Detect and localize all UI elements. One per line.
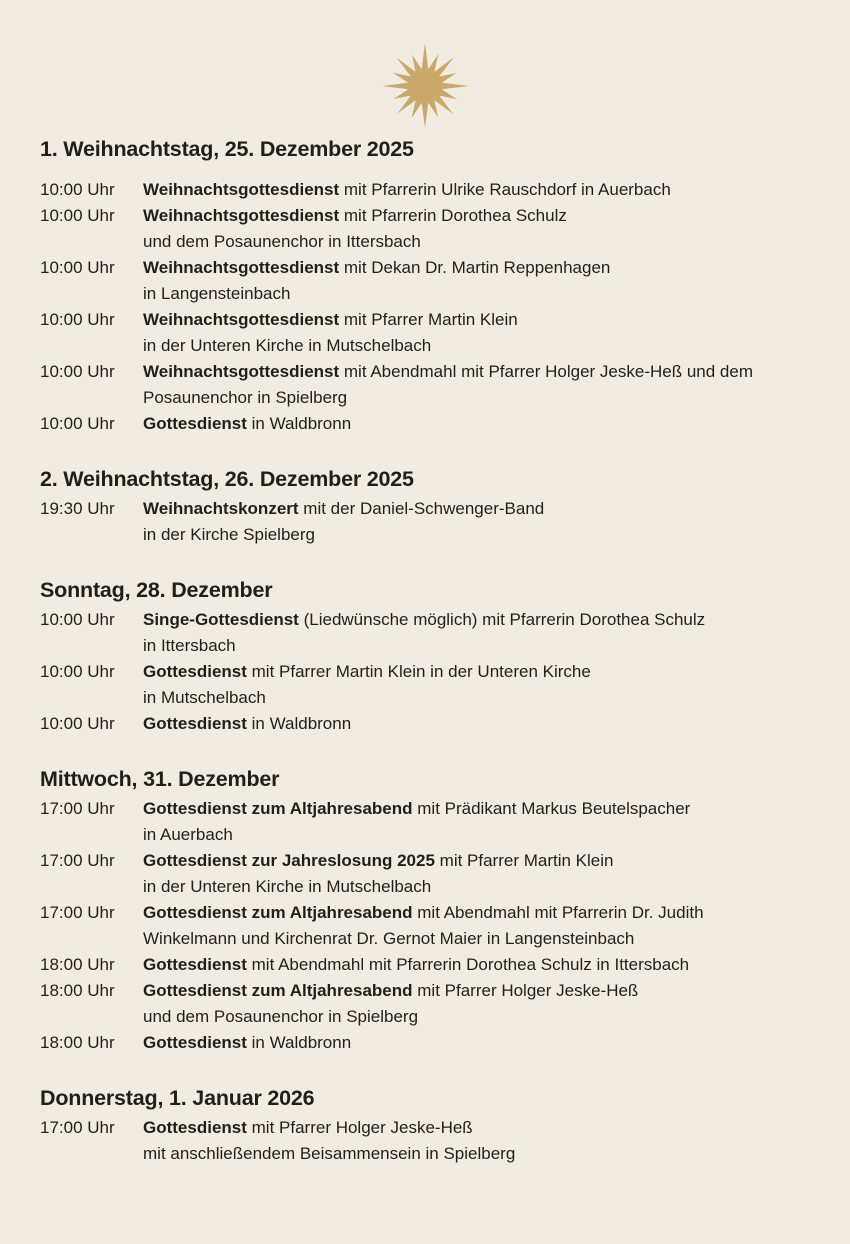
event-title: Gottesdienst [143,955,247,974]
event-title: Weihnachtsgottesdienst [143,206,340,225]
event-details: mit Abendmahl mit Pfarrer Holger Jeske-Heß und dem [343,362,753,381]
event-row [40,978,810,1030]
event-details: in Waldbronn [251,1033,352,1052]
event-row [40,900,810,952]
event-row [40,848,810,900]
event-details-cont: in der Kirche Spielberg [143,525,315,544]
event-line [143,203,810,229]
event-line [143,796,810,822]
event-time: 17:00 Uhr [40,1118,115,1137]
event-description [143,359,810,411]
event-details-cont: in der Unteren Kirche in Mutschelbach [143,877,432,896]
event-title: Gottesdienst [143,662,247,681]
event-time: 10:00 Uhr [40,414,115,433]
section-heading: Mittwoch, 31. Dezember [40,767,280,791]
event-details: mit Pfarrer Holger Jeske-Heß [251,1118,473,1137]
event-description [143,848,810,900]
event-details-cont: und dem Posaunenchor in Spielberg [143,1007,419,1026]
event-line [143,496,810,522]
schedule-page [0,42,850,1244]
event-title: Weihnachtsgottesdienst [143,258,340,277]
event-title: Gottesdienst [143,1118,247,1137]
event-time: 17:00 Uhr [40,851,115,870]
event-time: 10:00 Uhr [40,662,115,681]
event-line [143,411,810,437]
event-line [143,255,810,281]
section-28-dezember [40,577,810,737]
event-title: Gottesdienst [143,414,247,433]
event-title: Gottesdienst zum Altjahresabend [143,981,413,1000]
event-details: mit Pfarrer Martin Klein in der Unteren Kirche [251,662,591,681]
event-time: 10:00 Uhr [40,258,115,277]
event-details: in Waldbronn [251,414,352,433]
event-description [143,411,810,437]
event-line [143,978,810,1004]
event-details: mit Dekan Dr. Martin Reppenhagen [343,258,611,277]
event-description [143,496,810,548]
event-time: 18:00 Uhr [40,981,115,1000]
event-line [143,359,810,385]
sunburst-star-shape [382,43,469,128]
event-line [143,848,810,874]
event-details: mit Pfarrer Martin Klein [439,851,614,870]
section-26-dezember [40,466,810,548]
event-row [40,952,810,978]
event-row [40,796,810,848]
event-row [40,359,810,411]
event-title: Gottesdienst [143,1033,247,1052]
event-title: Gottesdienst zum Altjahresabend [143,799,413,818]
event-title: Gottesdienst zur Jahreslosung 2025 [143,851,435,870]
event-details-cont: in Ittersbach [143,636,236,655]
event-description [143,796,810,848]
event-title: Gottesdienst [143,714,247,733]
event-row [40,177,810,203]
event-description [143,177,810,203]
event-row [40,496,810,548]
event-row [40,307,810,359]
event-row [40,203,810,255]
event-time: 10:00 Uhr [40,610,115,629]
event-line [143,307,810,333]
event-details: mit Abendmahl mit Pfarrerin Dorothea Schulz in Ittersbach [251,955,690,974]
event-description [143,952,810,978]
event-time: 18:00 Uhr [40,955,115,974]
event-line [143,177,810,203]
event-line [143,659,810,685]
event-details-cont: in Langensteinbach [143,284,291,303]
event-details: mit Pfarrerin Dorothea Schulz [343,206,567,225]
section-heading: Sonntag, 28. Dezember [40,578,273,602]
event-details: mit Abendmahl mit Pfarrerin Dr. Judith [417,903,704,922]
event-description [143,307,810,359]
event-description [143,1030,810,1056]
event-time: 10:00 Uhr [40,180,115,199]
event-details-cont: Winkelmann und Kirchenrat Dr. Gernot Maier in Langensteinbach [143,929,635,948]
event-details-cont: in der Unteren Kirche in Mutschelbach [143,336,432,355]
event-row [40,1030,810,1056]
event-title: Weihnachtsgottesdienst [143,310,340,329]
event-time: 10:00 Uhr [40,362,115,381]
event-details-cont: in Auerbach [143,825,233,844]
event-row [40,659,810,711]
section-25-dezember [40,136,810,437]
event-details-cont: Posaunenchor in Spielberg [143,388,348,407]
event-time: 17:00 Uhr [40,903,115,922]
event-time: 19:30 Uhr [40,499,115,518]
event-description [143,659,810,711]
event-row [40,411,810,437]
event-description [143,1115,810,1167]
event-line [143,1115,810,1141]
event-description [143,255,810,307]
section-heading: 1. Weihnachtstag, 25. Dezember 2025 [40,137,414,161]
event-line [143,952,810,978]
event-details: mit Prädikant Markus Beutelspacher [417,799,691,818]
event-details: mit Pfarrer Holger Jeske-Heß [417,981,639,1000]
event-details: mit Pfarrerin Ulrike Rauschdorf in Auerbach [343,180,671,199]
event-details-cont: und dem Posaunenchor in Ittersbach [143,232,421,251]
section-heading: Donnerstag, 1. Januar 2026 [40,1086,315,1110]
event-details: in Waldbronn [251,714,352,733]
event-description [143,978,810,1030]
section-heading: 2. Weihnachtstag, 26. Dezember 2025 [40,467,414,491]
event-description [143,203,810,255]
event-time: 10:00 Uhr [40,714,115,733]
event-details-cont: in Mutschelbach [143,688,266,707]
event-line [143,711,810,737]
event-row [40,711,810,737]
event-row [40,255,810,307]
event-details: mit Pfarrer Martin Klein [343,310,518,329]
event-time: 18:00 Uhr [40,1033,115,1052]
sunburst-star-icon [379,42,471,130]
event-title: Weihnachtsgottesdienst [143,362,340,381]
event-time: 17:00 Uhr [40,799,115,818]
event-row [40,607,810,659]
event-time: 10:00 Uhr [40,310,115,329]
event-title: Weihnachtsgottesdienst [143,180,340,199]
event-title: Weihnachtskonzert [143,499,299,518]
event-time: 10:00 Uhr [40,206,115,225]
event-details: (Liedwünsche möglich) mit Pfarrerin Dorothea Schulz [303,610,706,629]
section-31-dezember [40,766,810,1056]
event-line [143,1030,810,1056]
event-line [143,607,810,633]
event-line [143,900,810,926]
event-details-cont: mit anschließendem Beisammensein in Spielberg [143,1144,516,1163]
event-title: Gottesdienst zum Altjahresabend [143,903,413,922]
event-description [143,711,810,737]
event-row [40,1115,810,1167]
event-title: Singe-Gottesdienst [143,610,299,629]
section-1-januar [40,1085,810,1167]
event-details: mit der Daniel-Schwenger-Band [303,499,545,518]
event-description [143,607,810,659]
event-description [143,900,810,952]
